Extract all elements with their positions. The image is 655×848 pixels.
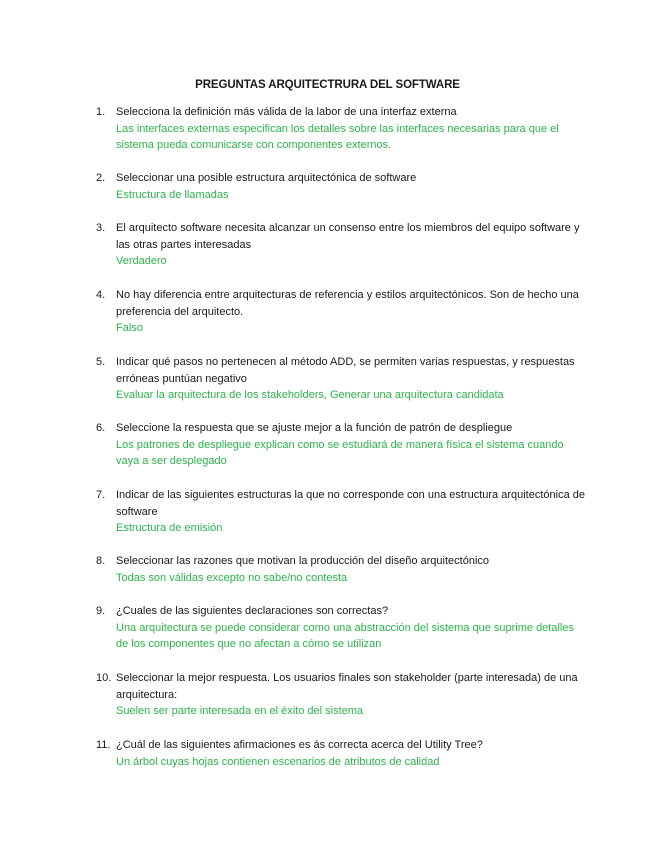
- question-item-8: [96, 553, 586, 586]
- answer-text: Una arquitectura se puede considerar como una abstracción del sistema que suprime detalles de los componentes que no afectan a cómo se utilizan: [116, 621, 574, 650]
- answer-text: Las interfaces externas especifican los detalles sobre las interfaces necesarias para que el sistema pueda comunicarse con componentes externos.: [116, 122, 559, 151]
- question-number: 9.: [96, 605, 106, 617]
- question-number: 3.: [96, 222, 106, 234]
- question-item-10: [96, 670, 586, 720]
- question-item-2: [96, 170, 586, 203]
- answer-text: Suelen ser parte interesada en el éxito del sistema: [116, 705, 364, 717]
- document-title: PREGUNTAS ARQUITECTRURA DEL SOFTWARE: [195, 79, 460, 91]
- question-item-1: [96, 104, 586, 154]
- question-item-4: [96, 287, 586, 337]
- question-text: Seleccionar las razones que motivan la producción del diseño arquitectónico: [116, 555, 490, 567]
- question-text: ¿Cuales de las siguientes declaraciones son correctas?: [116, 605, 389, 617]
- question-item-9: [96, 603, 586, 653]
- answer-text: Falso: [116, 322, 143, 334]
- question-text: El arquitecto software necesita alcanzar un consenso entre los miembros del equipo software y las otras partes interesadas: [116, 222, 580, 251]
- question-number: 6.: [96, 422, 106, 434]
- question-text: Seleccione la respuesta que se ajuste mejor a la función de patrón de despliegue: [116, 422, 513, 434]
- question-number: 10.: [96, 672, 112, 684]
- answer-text: Estructura de llamadas: [116, 188, 229, 201]
- question-number: 5.: [96, 356, 106, 368]
- question-item-6: [96, 420, 586, 470]
- question-number: 8.: [96, 555, 106, 567]
- question-text: Seleccionar la mejor respuesta. Los usuarios finales son stakeholder (parte interesada) de una arquitectura:: [116, 672, 578, 701]
- question-number: 2.: [96, 172, 106, 184]
- question-number: 1.: [96, 106, 106, 118]
- question-number: 11.: [96, 739, 111, 751]
- answer-text: Evaluar la arquitectura de los stakeholders, Generar una arquitectura candidata: [116, 389, 504, 401]
- question-text: Indicar qué pasos no pertenecen al método ADD, se permiten varias respuestas, y respuestas erróneas puntúan negativo: [116, 356, 575, 385]
- question-item-11: [96, 737, 586, 770]
- question-text: No hay diferencia entre arquitecturas de referencia y estilos arquitectónicos. Son de hecho una preferencia del arquitecto.: [116, 289, 579, 318]
- question-number: 4.: [96, 289, 106, 301]
- question-text: Seleccionar una posible estructura arquitectónica de software: [116, 172, 417, 184]
- answer-text: Los patrones de despliegue explican como se estudiará de manera física el sistema cuando vaya a ser desplegado: [116, 438, 564, 467]
- question-number: 7.: [96, 489, 106, 501]
- question-item-5: [96, 354, 586, 404]
- answer-text: Todas son válidas excepto no sabe/no contesta: [116, 571, 348, 584]
- answer-text: Estructura de emisión: [116, 522, 223, 534]
- answer-text: Un árbol cuyas hojas contienen escenarios de atributos de calidad: [116, 755, 440, 768]
- question-text: Selecciona la definición más válida de la labor de una interfaz externa: [116, 106, 457, 118]
- question-text: Indicar de las siguientes estructuras la que no corresponde con una estructura arquitectónica de software: [116, 489, 586, 518]
- question-item-7: [96, 487, 586, 537]
- question-item-3: [96, 220, 586, 270]
- question-text: ¿Cuál de las siguientes afirmaciones es ás correcta acerca del Utility Tree?: [116, 739, 483, 751]
- answer-text: Verdadero: [116, 255, 167, 267]
